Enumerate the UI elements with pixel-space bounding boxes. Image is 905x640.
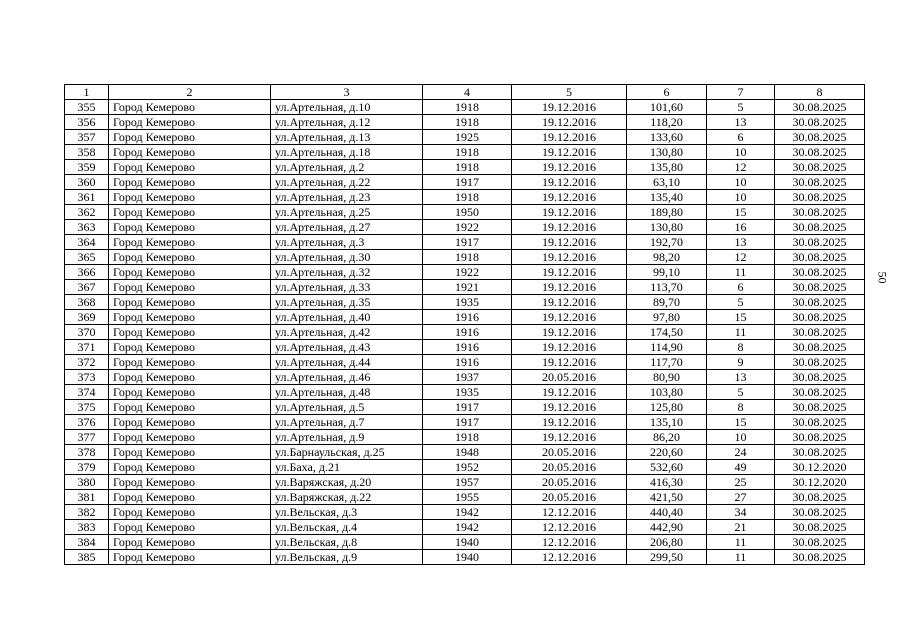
deadline-cell: 30.08.2025 — [775, 340, 865, 355]
count-cell: 11 — [707, 550, 775, 565]
municipality-cell: Город Кемерово — [109, 190, 271, 205]
column-header-5: 5 — [512, 85, 627, 100]
municipality-cell: Город Кемерово — [109, 460, 271, 475]
municipality-cell: Город Кемерово — [109, 115, 271, 130]
count-cell: 6 — [707, 130, 775, 145]
address-cell: ул.Артельная, д.13 — [271, 130, 423, 145]
address-cell: ул.Барнаульская, д.25 — [271, 445, 423, 460]
table-row — [65, 235, 865, 250]
date-cell: 19.12.2016 — [512, 280, 627, 295]
date-cell: 12.12.2016 — [512, 505, 627, 520]
year-cell: 1922 — [423, 265, 512, 280]
table-row — [65, 145, 865, 160]
address-cell: ул.Артельная, д.25 — [271, 205, 423, 220]
count-cell: 11 — [707, 325, 775, 340]
deadline-cell: 30.08.2025 — [775, 490, 865, 505]
area-cell: 125,80 — [627, 400, 707, 415]
table-row — [65, 355, 865, 370]
table-row — [65, 220, 865, 235]
deadline-cell: 30.08.2025 — [775, 145, 865, 160]
municipality-cell: Город Кемерово — [109, 340, 271, 355]
count-cell: 5 — [707, 295, 775, 310]
date-cell: 20.05.2016 — [512, 475, 627, 490]
municipality-cell: Город Кемерово — [109, 295, 271, 310]
year-cell: 1918 — [423, 430, 512, 445]
deadline-cell: 30.08.2025 — [775, 175, 865, 190]
row-number-cell: 372 — [65, 355, 109, 370]
table-row — [65, 475, 865, 490]
municipality-cell: Город Кемерово — [109, 430, 271, 445]
address-cell: ул.Баха, д.21 — [271, 460, 423, 475]
area-cell: 135,40 — [627, 190, 707, 205]
year-cell: 1942 — [423, 505, 512, 520]
year-cell: 1917 — [423, 235, 512, 250]
area-cell: 117,70 — [627, 355, 707, 370]
address-cell: ул.Артельная, д.33 — [271, 280, 423, 295]
date-cell: 19.12.2016 — [512, 400, 627, 415]
year-cell: 1918 — [423, 145, 512, 160]
year-cell: 1922 — [423, 220, 512, 235]
area-cell: 442,90 — [627, 520, 707, 535]
table-row — [65, 325, 865, 340]
count-cell: 10 — [707, 175, 775, 190]
address-cell: ул.Артельная, д.44 — [271, 355, 423, 370]
count-cell: 11 — [707, 265, 775, 280]
address-cell: ул.Артельная, д.10 — [271, 100, 423, 115]
area-cell: 440,40 — [627, 505, 707, 520]
municipality-cell: Город Кемерово — [109, 475, 271, 490]
row-number-cell: 355 — [65, 100, 109, 115]
date-cell: 19.12.2016 — [512, 175, 627, 190]
row-number-cell: 364 — [65, 235, 109, 250]
deadline-cell: 30.08.2025 — [775, 355, 865, 370]
deadline-cell: 30.12.2020 — [775, 460, 865, 475]
deadline-cell: 30.08.2025 — [775, 235, 865, 250]
year-cell: 1937 — [423, 370, 512, 385]
row-number-cell: 370 — [65, 325, 109, 340]
municipality-cell: Город Кемерово — [109, 145, 271, 160]
date-cell: 20.05.2016 — [512, 445, 627, 460]
table-row — [65, 205, 865, 220]
municipality-cell: Город Кемерово — [109, 550, 271, 565]
year-cell: 1918 — [423, 160, 512, 175]
year-cell: 1940 — [423, 535, 512, 550]
deadline-cell: 30.08.2025 — [775, 430, 865, 445]
row-number-cell: 360 — [65, 175, 109, 190]
year-cell: 1916 — [423, 325, 512, 340]
row-number-cell: 375 — [65, 400, 109, 415]
address-cell: ул.Артельная, д.5 — [271, 400, 423, 415]
header-row — [65, 85, 865, 100]
area-cell: 101,60 — [627, 100, 707, 115]
row-number-cell: 380 — [65, 475, 109, 490]
row-number-cell: 362 — [65, 205, 109, 220]
area-cell: 114,90 — [627, 340, 707, 355]
page-number: 50 — [875, 271, 890, 284]
year-cell: 1916 — [423, 355, 512, 370]
year-cell: 1918 — [423, 115, 512, 130]
count-cell: 15 — [707, 415, 775, 430]
address-cell: ул.Артельная, д.3 — [271, 235, 423, 250]
table-row — [65, 430, 865, 445]
table-row — [65, 295, 865, 310]
date-cell: 12.12.2016 — [512, 520, 627, 535]
table-row — [65, 415, 865, 430]
area-cell: 103,80 — [627, 385, 707, 400]
deadline-cell: 30.08.2025 — [775, 205, 865, 220]
area-cell: 135,10 — [627, 415, 707, 430]
row-number-cell: 358 — [65, 145, 109, 160]
table-row — [65, 250, 865, 265]
count-cell: 12 — [707, 160, 775, 175]
year-cell: 1918 — [423, 190, 512, 205]
date-cell: 19.12.2016 — [512, 100, 627, 115]
deadline-cell: 30.08.2025 — [775, 535, 865, 550]
count-cell: 10 — [707, 190, 775, 205]
date-cell: 12.12.2016 — [512, 535, 627, 550]
deadline-cell: 30.08.2025 — [775, 265, 865, 280]
address-cell: ул.Артельная, д.42 — [271, 325, 423, 340]
column-header-6: 6 — [627, 85, 707, 100]
table-row — [65, 505, 865, 520]
municipality-cell: Город Кемерово — [109, 160, 271, 175]
date-cell: 20.05.2016 — [512, 490, 627, 505]
deadline-cell: 30.08.2025 — [775, 415, 865, 430]
date-cell: 19.12.2016 — [512, 130, 627, 145]
area-cell: 416,30 — [627, 475, 707, 490]
municipality-cell: Город Кемерово — [109, 355, 271, 370]
municipality-cell: Город Кемерово — [109, 250, 271, 265]
address-cell: ул.Артельная, д.12 — [271, 115, 423, 130]
count-cell: 6 — [707, 280, 775, 295]
year-cell: 1942 — [423, 520, 512, 535]
date-cell: 19.12.2016 — [512, 235, 627, 250]
date-cell: 20.05.2016 — [512, 370, 627, 385]
area-cell: 113,70 — [627, 280, 707, 295]
deadline-cell: 30.08.2025 — [775, 385, 865, 400]
deadline-cell: 30.08.2025 — [775, 250, 865, 265]
area-cell: 189,80 — [627, 205, 707, 220]
row-number-cell: 366 — [65, 265, 109, 280]
deadline-cell: 30.08.2025 — [775, 520, 865, 535]
row-number-cell: 377 — [65, 430, 109, 445]
date-cell: 19.12.2016 — [512, 340, 627, 355]
deadline-cell: 30.08.2025 — [775, 505, 865, 520]
area-cell: 63,10 — [627, 175, 707, 190]
municipality-cell: Город Кемерово — [109, 265, 271, 280]
year-cell: 1925 — [423, 130, 512, 145]
municipality-cell: Город Кемерово — [109, 490, 271, 505]
area-cell: 80,90 — [627, 370, 707, 385]
count-cell: 49 — [707, 460, 775, 475]
deadline-cell: 30.08.2025 — [775, 280, 865, 295]
area-cell: 532,60 — [627, 460, 707, 475]
municipality-cell: Город Кемерово — [109, 385, 271, 400]
date-cell: 19.12.2016 — [512, 355, 627, 370]
column-header-2: 2 — [109, 85, 271, 100]
year-cell: 1935 — [423, 385, 512, 400]
year-cell: 1952 — [423, 460, 512, 475]
year-cell: 1935 — [423, 295, 512, 310]
row-number-cell: 371 — [65, 340, 109, 355]
count-cell: 13 — [707, 235, 775, 250]
row-number-cell: 368 — [65, 295, 109, 310]
table-row — [65, 115, 865, 130]
address-cell: ул.Артельная, д.35 — [271, 295, 423, 310]
area-cell: 192,70 — [627, 235, 707, 250]
count-cell: 10 — [707, 430, 775, 445]
address-cell: ул.Вельская, д.4 — [271, 520, 423, 535]
date-cell: 20.05.2016 — [512, 460, 627, 475]
table-row — [65, 400, 865, 415]
date-cell: 19.12.2016 — [512, 205, 627, 220]
count-cell: 21 — [707, 520, 775, 535]
area-cell: 130,80 — [627, 220, 707, 235]
date-cell: 19.12.2016 — [512, 115, 627, 130]
municipality-cell: Город Кемерово — [109, 520, 271, 535]
area-cell: 174,50 — [627, 325, 707, 340]
count-cell: 15 — [707, 205, 775, 220]
area-cell: 89,70 — [627, 295, 707, 310]
deadline-cell: 30.08.2025 — [775, 325, 865, 340]
table-row — [65, 130, 865, 145]
row-number-cell: 378 — [65, 445, 109, 460]
row-number-cell: 359 — [65, 160, 109, 175]
count-cell: 5 — [707, 100, 775, 115]
address-cell: ул.Артельная, д.30 — [271, 250, 423, 265]
date-cell: 19.12.2016 — [512, 265, 627, 280]
address-cell: ул.Артельная, д.23 — [271, 190, 423, 205]
address-cell: ул.Вельская, д.8 — [271, 535, 423, 550]
count-cell: 12 — [707, 250, 775, 265]
count-cell: 27 — [707, 490, 775, 505]
row-number-cell: 383 — [65, 520, 109, 535]
municipality-cell: Город Кемерово — [109, 535, 271, 550]
count-cell: 13 — [707, 370, 775, 385]
row-number-cell: 365 — [65, 250, 109, 265]
year-cell: 1916 — [423, 340, 512, 355]
count-cell: 15 — [707, 310, 775, 325]
area-cell: 299,50 — [627, 550, 707, 565]
year-cell: 1918 — [423, 100, 512, 115]
area-cell: 220,60 — [627, 445, 707, 460]
address-cell: ул.Артельная, д.48 — [271, 385, 423, 400]
date-cell: 19.12.2016 — [512, 145, 627, 160]
municipality-cell: Город Кемерово — [109, 130, 271, 145]
municipality-cell: Город Кемерово — [109, 235, 271, 250]
column-header-4: 4 — [423, 85, 512, 100]
area-cell: 118,20 — [627, 115, 707, 130]
address-cell: ул.Артельная, д.22 — [271, 175, 423, 190]
year-cell: 1917 — [423, 415, 512, 430]
address-cell: ул.Варяжская, д.22 — [271, 490, 423, 505]
row-number-cell: 379 — [65, 460, 109, 475]
table-row — [65, 445, 865, 460]
address-cell: ул.Артельная, д.7 — [271, 415, 423, 430]
table-row — [65, 535, 865, 550]
column-header-8: 8 — [775, 85, 865, 100]
table-row — [65, 370, 865, 385]
address-cell: ул.Артельная, д.43 — [271, 340, 423, 355]
municipality-cell: Город Кемерово — [109, 415, 271, 430]
address-cell: ул.Артельная, д.18 — [271, 145, 423, 160]
year-cell: 1950 — [423, 205, 512, 220]
row-number-cell: 374 — [65, 385, 109, 400]
table-row — [65, 100, 865, 115]
address-cell: ул.Артельная, д.46 — [271, 370, 423, 385]
municipality-cell: Город Кемерово — [109, 325, 271, 340]
date-cell: 12.12.2016 — [512, 550, 627, 565]
municipality-cell: Город Кемерово — [109, 310, 271, 325]
year-cell: 1955 — [423, 490, 512, 505]
address-cell: ул.Артельная, д.40 — [271, 310, 423, 325]
year-cell: 1948 — [423, 445, 512, 460]
row-number-cell: 361 — [65, 190, 109, 205]
municipality-cell: Город Кемерово — [109, 175, 271, 190]
row-number-cell: 385 — [65, 550, 109, 565]
area-cell: 99,10 — [627, 265, 707, 280]
table-row — [65, 310, 865, 325]
deadline-cell: 30.08.2025 — [775, 220, 865, 235]
year-cell: 1917 — [423, 175, 512, 190]
address-cell: ул.Вельская, д.3 — [271, 505, 423, 520]
row-number-cell: 376 — [65, 415, 109, 430]
date-cell: 19.12.2016 — [512, 250, 627, 265]
deadline-cell: 30.08.2025 — [775, 295, 865, 310]
row-number-cell: 356 — [65, 115, 109, 130]
count-cell: 25 — [707, 475, 775, 490]
deadline-cell: 30.08.2025 — [775, 160, 865, 175]
deadline-cell: 30.08.2025 — [775, 370, 865, 385]
address-cell: ул.Артельная, д.27 — [271, 220, 423, 235]
table-row — [65, 460, 865, 475]
row-number-cell: 369 — [65, 310, 109, 325]
year-cell: 1916 — [423, 310, 512, 325]
area-cell: 130,80 — [627, 145, 707, 160]
date-cell: 19.12.2016 — [512, 325, 627, 340]
table-row — [65, 265, 865, 280]
table-row — [65, 160, 865, 175]
deadline-cell: 30.08.2025 — [775, 445, 865, 460]
address-cell: ул.Артельная, д.2 — [271, 160, 423, 175]
table-row — [65, 520, 865, 535]
municipality-cell: Город Кемерово — [109, 445, 271, 460]
count-cell: 16 — [707, 220, 775, 235]
deadline-cell: 30.08.2025 — [775, 310, 865, 325]
year-cell: 1918 — [423, 250, 512, 265]
row-number-cell: 381 — [65, 490, 109, 505]
deadline-cell: 30.08.2025 — [775, 130, 865, 145]
count-cell: 13 — [707, 115, 775, 130]
date-cell: 19.12.2016 — [512, 190, 627, 205]
date-cell: 19.12.2016 — [512, 385, 627, 400]
municipality-cell: Город Кемерово — [109, 220, 271, 235]
municipality-cell: Город Кемерово — [109, 505, 271, 520]
count-cell: 34 — [707, 505, 775, 520]
column-header-7: 7 — [707, 85, 775, 100]
date-cell: 19.12.2016 — [512, 220, 627, 235]
date-cell: 19.12.2016 — [512, 310, 627, 325]
count-cell: 8 — [707, 400, 775, 415]
municipality-cell: Город Кемерово — [109, 370, 271, 385]
area-cell: 98,20 — [627, 250, 707, 265]
deadline-cell: 30.08.2025 — [775, 100, 865, 115]
municipality-cell: Город Кемерово — [109, 280, 271, 295]
row-number-cell: 357 — [65, 130, 109, 145]
row-number-cell: 367 — [65, 280, 109, 295]
deadline-cell: 30.08.2025 — [775, 190, 865, 205]
address-cell: ул.Артельная, д.9 — [271, 430, 423, 445]
count-cell: 5 — [707, 385, 775, 400]
table-row — [65, 385, 865, 400]
table-row — [65, 190, 865, 205]
municipality-cell: Город Кемерово — [109, 205, 271, 220]
count-cell: 9 — [707, 355, 775, 370]
year-cell: 1921 — [423, 280, 512, 295]
row-number-cell: 382 — [65, 505, 109, 520]
address-cell: ул.Варяжская, д.20 — [271, 475, 423, 490]
row-number-cell: 363 — [65, 220, 109, 235]
area-cell: 135,80 — [627, 160, 707, 175]
area-cell: 86,20 — [627, 430, 707, 445]
count-cell: 8 — [707, 340, 775, 355]
date-cell: 19.12.2016 — [512, 430, 627, 445]
area-cell: 421,50 — [627, 490, 707, 505]
date-cell: 19.12.2016 — [512, 295, 627, 310]
year-cell: 1917 — [423, 400, 512, 415]
housing-table-sheet — [64, 84, 864, 565]
municipality-cell: Город Кемерово — [109, 100, 271, 115]
area-cell: 133,60 — [627, 130, 707, 145]
area-cell: 206,80 — [627, 535, 707, 550]
year-cell: 1957 — [423, 475, 512, 490]
count-cell: 24 — [707, 445, 775, 460]
deadline-cell: 30.12.2020 — [775, 475, 865, 490]
table-row — [65, 490, 865, 505]
count-cell: 11 — [707, 535, 775, 550]
row-number-cell: 373 — [65, 370, 109, 385]
date-cell: 19.12.2016 — [512, 160, 627, 175]
column-header-3: 3 — [271, 85, 423, 100]
deadline-cell: 30.08.2025 — [775, 550, 865, 565]
deadline-cell: 30.08.2025 — [775, 115, 865, 130]
date-cell: 19.12.2016 — [512, 415, 627, 430]
table-row — [65, 280, 865, 295]
count-cell: 10 — [707, 145, 775, 160]
table-row — [65, 550, 865, 565]
deadline-cell: 30.08.2025 — [775, 400, 865, 415]
column-header-1: 1 — [65, 85, 109, 100]
table-row — [65, 175, 865, 190]
year-cell: 1940 — [423, 550, 512, 565]
municipality-cell: Город Кемерово — [109, 400, 271, 415]
row-number-cell: 384 — [65, 535, 109, 550]
address-cell: ул.Артельная, д.32 — [271, 265, 423, 280]
housing-table — [64, 84, 865, 565]
area-cell: 97,80 — [627, 310, 707, 325]
table-row — [65, 340, 865, 355]
address-cell: ул.Вельская, д.9 — [271, 550, 423, 565]
